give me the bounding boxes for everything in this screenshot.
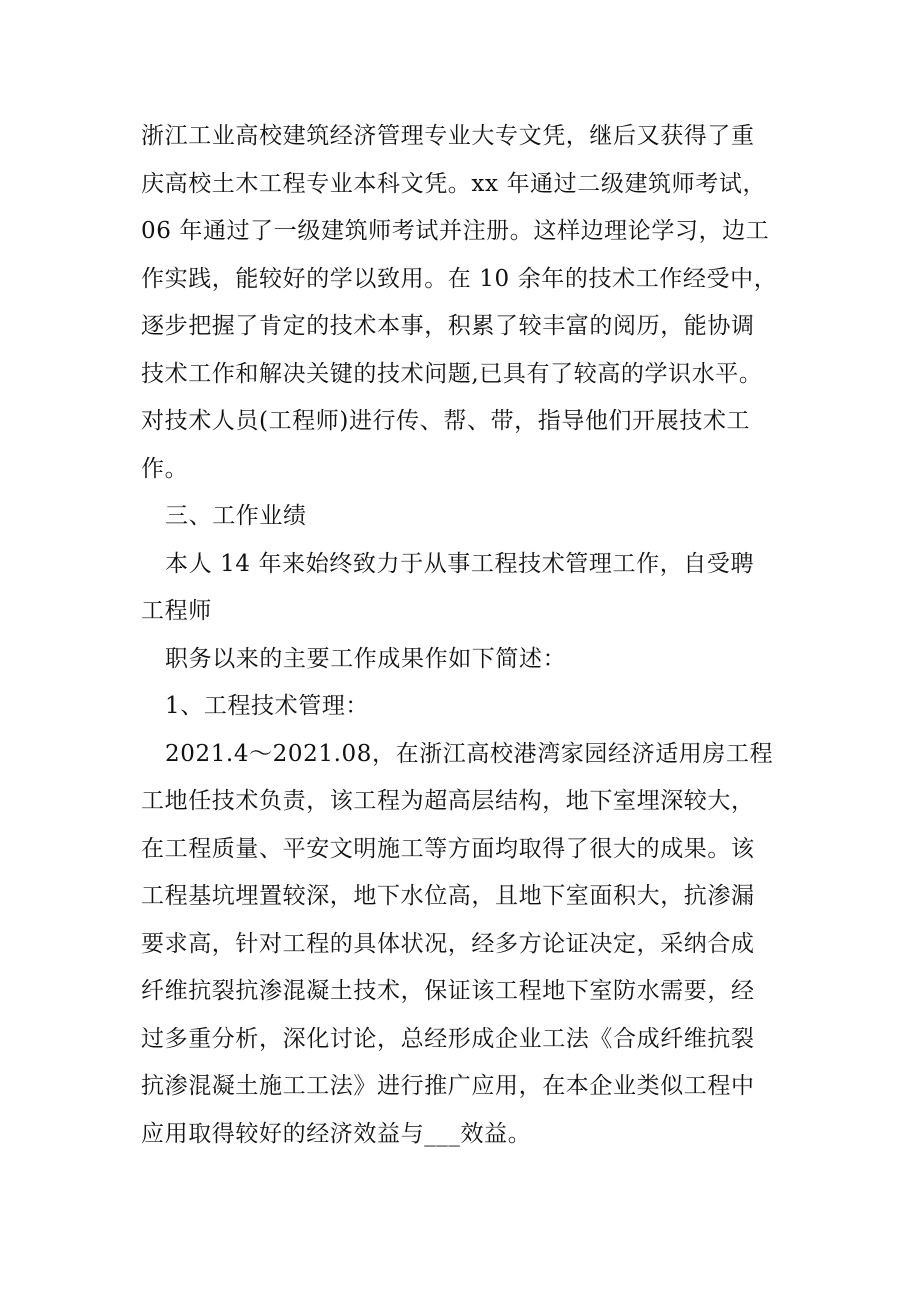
text-line: 浙江工业高校建筑经济管理专业大专文凭，继后又获得了重 [141, 123, 755, 149]
text-line: 技术工作和解决关键的技术问题,已具有了较高的学识水平。 [141, 360, 763, 387]
text-line: 1、工程技术管理： [165, 693, 370, 719]
text-line: 应用取得较好的经济效益与___效益。 [141, 1120, 532, 1147]
text-line: 对技术人员(工程师)进行传、帮、带，指导他们开展技术工 [141, 408, 751, 434]
text-line: 三、工作业绩 [165, 503, 307, 529]
text-line: 庆高校土木工程专业本科文凭。xx 年通过二级建筑师考试， [141, 170, 767, 197]
text-line: 工程基坑埋置较深，地下水位高，且地下室面积大，抗渗漏 [141, 883, 755, 909]
text-line: 逐步把握了肯定的技术本事，积累了较丰富的阅历，能协调 [141, 313, 755, 339]
text-line: 在工程质量、平安文明施工等方面均取得了很大的成果。该 [141, 835, 755, 862]
text-line: 本人 14 年来始终致力于从事工程技术管理工作，自受聘 [165, 550, 755, 577]
text-line: 纤维抗裂抗渗混凝土技术，保证该工程地下室防水需要，经 [141, 978, 755, 1004]
text-line: 抗渗混凝土施工工法》进行推广应用，在本企业类似工程中 [141, 1073, 755, 1099]
text-line: 工地任技术负责，该工程为超高层结构，地下室埋深较大， [141, 788, 755, 814]
document-body [141, 113, 791, 1158]
text-line: 作实践，能较好的学以致用。在 10 余年的技术工作经受中， [141, 265, 778, 292]
text-line: 06 年通过了一级建筑师考试并注册。这样边理论学习，边工 [141, 218, 770, 244]
text-line: 工程师 [141, 598, 212, 624]
text-line: 要求高，针对工程的具体状况，经多方论证决定，采纳合成 [141, 930, 755, 957]
text-line: 作。 [141, 455, 189, 482]
text-line: 职务以来的主要工作成果作如下简述： [165, 645, 567, 672]
text-line: 2021.4～2021.08，在浙江高校港湾家园经济适用房工程 [165, 740, 774, 767]
text-line: 过多重分析，深化讨论，总经形成企业工法《合成纤维抗裂 [141, 1025, 755, 1052]
